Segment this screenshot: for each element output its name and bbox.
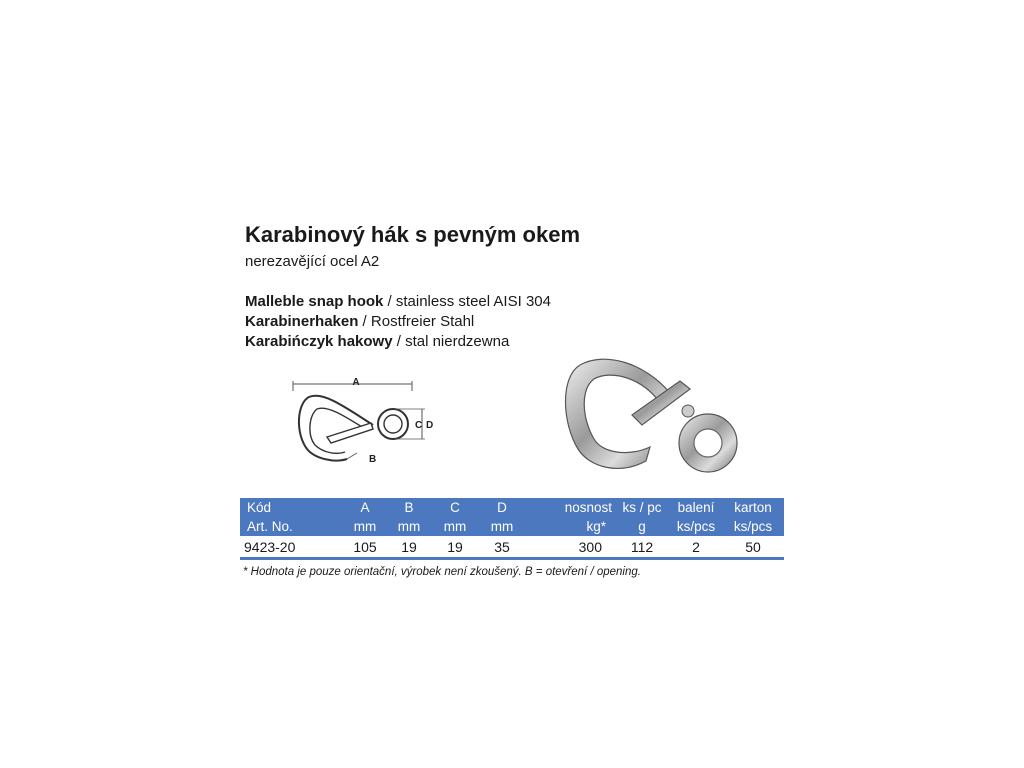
unit-baleni: ks/pcs (670, 517, 722, 536)
product-subtitle: nerezavějící ocel A2 (245, 253, 380, 270)
unit-d: mm (484, 517, 520, 536)
header-nosnost: nosnost (520, 498, 614, 517)
header-art-no: Art. No. (240, 517, 338, 536)
header-a: A (338, 498, 392, 517)
header-karton: karton (722, 498, 784, 517)
unit-karton: ks/pcs (722, 517, 784, 536)
name-line-de (245, 312, 551, 332)
cell-c: 19 (426, 536, 484, 559)
cell-weight: 112 (614, 536, 670, 559)
header-baleni: balení (670, 498, 722, 517)
diagram-label-b: B (369, 454, 377, 465)
name-pl-bold: Karabińczyk hakowy (245, 333, 393, 350)
dimension-diagram (285, 373, 435, 473)
cell-a: 105 (338, 536, 392, 559)
cell-b: 19 (392, 536, 426, 559)
footnote: * Hodnota je pouze orientační, výrobek není zkoušený. B = otevření / opening. (243, 566, 641, 578)
name-en-rest: / stainless steel AISI 304 (383, 293, 551, 310)
unit-nosnost: kg* (520, 517, 614, 536)
name-de-rest: / Rostfreier Stahl (358, 313, 475, 330)
product-title: Karabinový hák s pevným okem (245, 222, 581, 247)
name-en-bold: Malleble snap hook (245, 293, 384, 310)
cell-karton: 50 (722, 536, 784, 559)
header-b: B (392, 498, 426, 517)
unit-b: mm (392, 517, 426, 536)
cell-d: 35 (484, 536, 520, 559)
name-line-pl (245, 332, 551, 352)
header-d: D (484, 498, 520, 517)
table-row (240, 536, 784, 559)
spec-table (240, 498, 784, 560)
diagram-label-d: D (426, 420, 434, 431)
name-line-en (245, 292, 551, 312)
cell-code: 9423-20 (240, 536, 338, 559)
header-weight: ks / pc (614, 498, 670, 517)
snap-hook-photo (550, 353, 750, 493)
name-pl-rest: / stal nierdzewna (392, 333, 510, 350)
name-de-bold: Karabinerhaken (245, 313, 359, 330)
cell-baleni: 2 (670, 536, 722, 559)
diagram-label-a: A (352, 377, 360, 388)
diagram-label-c: C (415, 420, 423, 431)
header-row-1 (240, 498, 784, 517)
unit-c: mm (426, 517, 484, 536)
header-row-2 (240, 517, 784, 536)
header-kod: Kód (240, 498, 338, 517)
header-c: C (426, 498, 484, 517)
unit-a: mm (338, 517, 392, 536)
unit-weight: g (614, 517, 670, 536)
product-names (245, 292, 551, 352)
cell-nosnost: 300 (520, 536, 614, 559)
